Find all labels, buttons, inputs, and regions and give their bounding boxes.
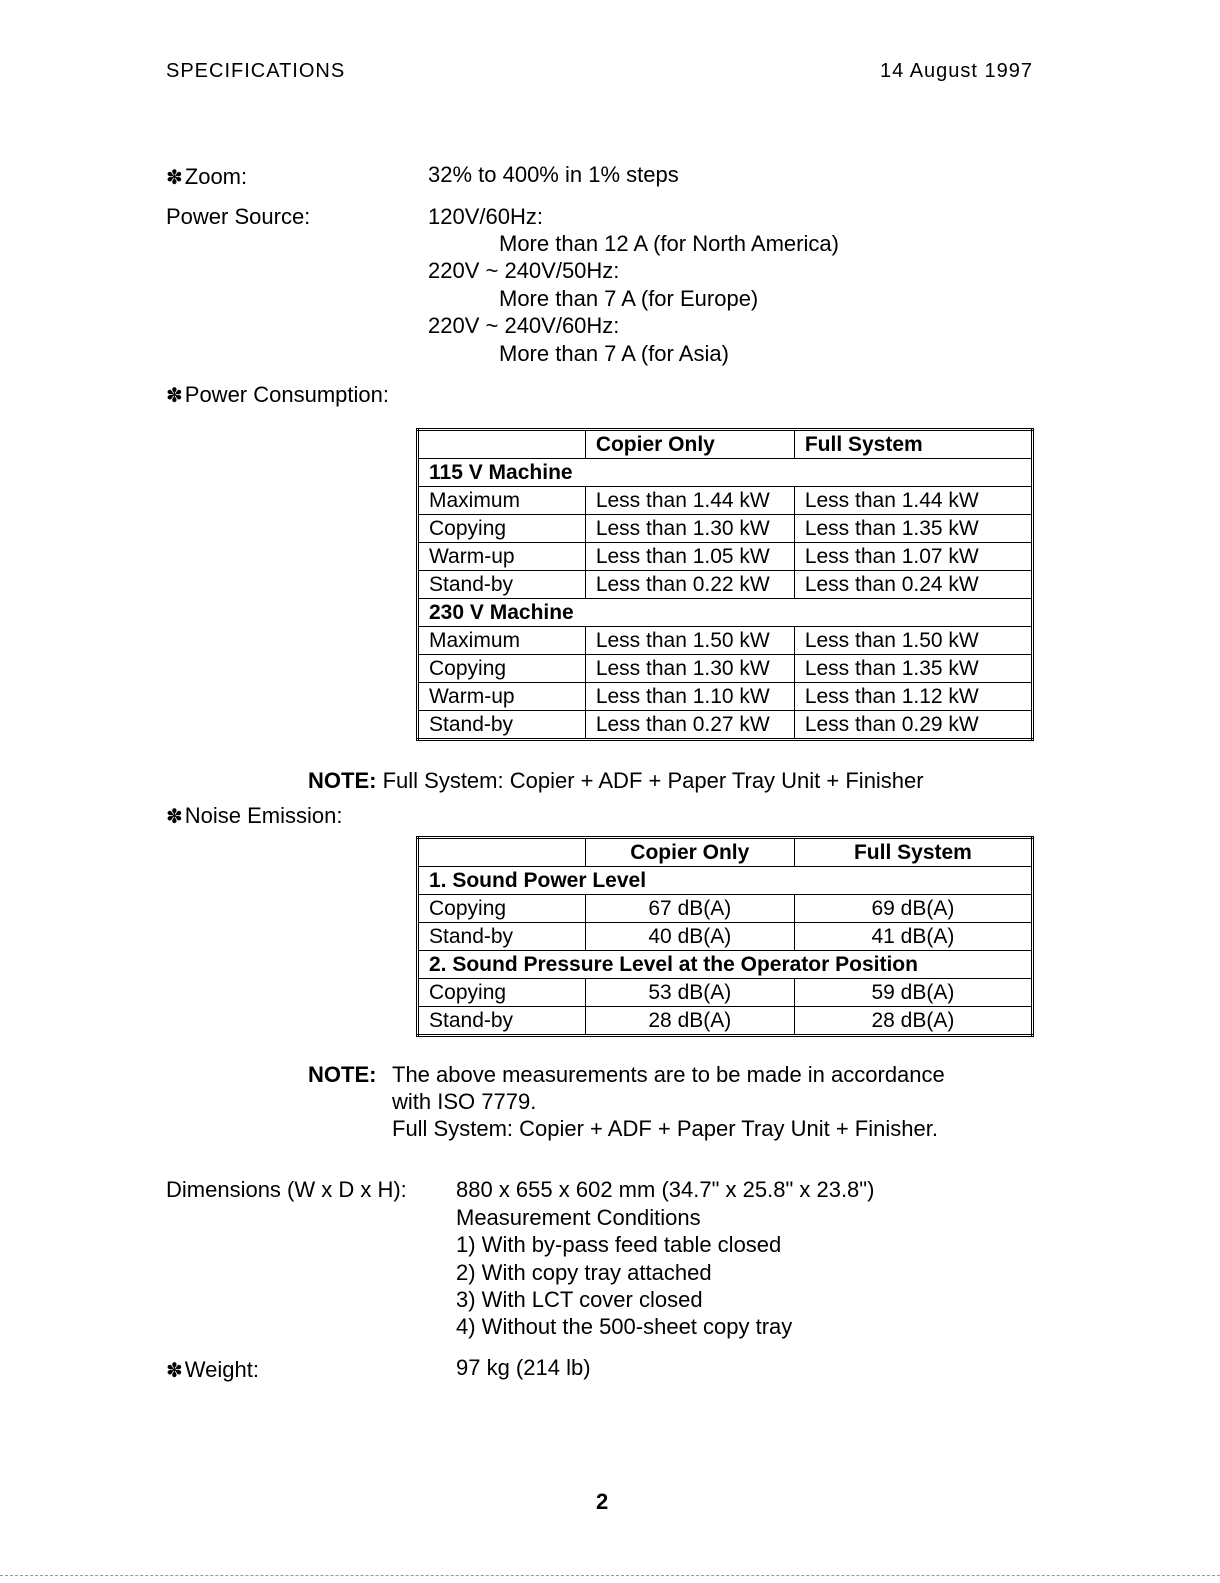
- noise-emission-label: Noise Emission:: [184, 803, 343, 828]
- power-source-line: 120V/60Hz:: [428, 204, 543, 229]
- dimensions-line: 1) With by-pass feed table closed: [456, 1232, 782, 1257]
- table-cell: 69 dB(A): [794, 895, 1032, 923]
- table-cell: Copying: [418, 895, 586, 923]
- table-row: [418, 543, 1033, 571]
- table-cell: Less than 1.30 kW: [585, 515, 794, 543]
- table-cell: Maximum: [418, 627, 586, 655]
- table-cell: Less than 0.22 kW: [585, 571, 794, 599]
- note-label: NOTE:: [308, 768, 377, 793]
- power-consumption-label: Power Consumption:: [184, 382, 389, 407]
- weight-label: Weight:: [184, 1357, 259, 1382]
- table-cell: Copying: [418, 655, 586, 683]
- dimensions-line: 880 x 655 x 602 mm (34.7" x 25.8" x 23.8"): [456, 1177, 875, 1202]
- table-section-title: 230 V Machine: [418, 599, 1033, 627]
- table-cell: Less than 1.35 kW: [794, 515, 1032, 543]
- table-cell: Stand-by: [418, 571, 586, 599]
- table-section-title: 1. Sound Power Level: [418, 867, 1033, 895]
- option-marker-icon: ✽: [166, 385, 183, 407]
- table-header-row: [418, 838, 1033, 867]
- noise-note-line: Full System: Copier + ADF + Paper Tray Unit + Finisher.: [392, 1116, 938, 1141]
- table-section-row: [418, 459, 1033, 487]
- table-header-cell: Full System: [794, 838, 1032, 867]
- table-section-row: [418, 867, 1033, 895]
- page-number: 2: [596, 1489, 609, 1514]
- table-cell: 59 dB(A): [794, 979, 1032, 1007]
- table-cell: Less than 0.27 kW: [585, 711, 794, 740]
- power-source-line: More than 7 A (for Asia): [499, 341, 729, 366]
- dimensions-line: 2) With copy tray attached: [456, 1260, 712, 1285]
- power-consumption-table: [416, 428, 1034, 741]
- dimensions-label: Dimensions (W x D x H):: [166, 1177, 407, 1202]
- table-cell: Less than 1.44 kW: [585, 487, 794, 515]
- dimensions-line: 3) With LCT cover closed: [456, 1287, 703, 1312]
- table-header-cell: Copier Only: [585, 430, 794, 459]
- table-row: [418, 487, 1033, 515]
- weight-row: [166, 1357, 259, 1383]
- table-cell: Less than 1.10 kW: [585, 683, 794, 711]
- noise-emission-row: [166, 803, 342, 829]
- option-marker-icon: ✽: [166, 167, 183, 189]
- table-cell: 41 dB(A): [794, 923, 1032, 951]
- table-section-row: [418, 951, 1033, 979]
- table-section-row: [418, 599, 1033, 627]
- table-header-cell: Copier Only: [585, 838, 794, 867]
- noise-note-label: NOTE:: [308, 1062, 377, 1087]
- table-cell: Maximum: [418, 487, 586, 515]
- option-marker-icon: ✽: [166, 1360, 183, 1382]
- table-cell: Less than 0.29 kW: [794, 711, 1032, 740]
- table-cell: Warm-up: [418, 683, 586, 711]
- table-section-title: 2. Sound Pressure Level at the Operator Position: [418, 951, 1033, 979]
- table-header-cell: Full System: [794, 430, 1032, 459]
- table-row: [418, 1007, 1033, 1036]
- weight-value: 97 kg (214 lb): [456, 1355, 591, 1380]
- note-text: Full System: Copier + ADF + Paper Tray Unit + Finisher: [382, 768, 924, 793]
- option-marker-icon: ✽: [166, 806, 183, 828]
- table-row: [418, 711, 1033, 740]
- table-cell: Less than 1.44 kW: [794, 487, 1032, 515]
- table-cell: Less than 1.35 kW: [794, 655, 1032, 683]
- table-cell: Stand-by: [418, 923, 586, 951]
- table-cell: Less than 1.50 kW: [794, 627, 1032, 655]
- table-cell: 28 dB(A): [794, 1007, 1032, 1036]
- table-row: [418, 655, 1033, 683]
- table-cell: Less than 1.50 kW: [585, 627, 794, 655]
- table-cell: Stand-by: [418, 1007, 586, 1036]
- table-cell: Copying: [418, 979, 586, 1007]
- power-source-line: 220V ~ 240V/50Hz:: [428, 258, 620, 283]
- table-cell: 67 dB(A): [585, 895, 794, 923]
- power-source-line: 220V ~ 240V/60Hz:: [428, 313, 620, 338]
- zoom-row: [166, 164, 247, 190]
- table-row: [418, 515, 1033, 543]
- table-cell: Less than 1.05 kW: [585, 543, 794, 571]
- table-header-row: [418, 430, 1033, 459]
- noise-emission-table: [416, 836, 1034, 1037]
- table-cell: Less than 1.12 kW: [794, 683, 1032, 711]
- table-header-cell: [418, 430, 586, 459]
- table-header-cell: [418, 838, 586, 867]
- table-cell: 40 dB(A): [585, 923, 794, 951]
- table-cell: Less than 0.24 kW: [794, 571, 1032, 599]
- noise-note-line: The above measurements are to be made in accordance: [392, 1062, 945, 1087]
- table-row: [418, 627, 1033, 655]
- power-consumption-row: [166, 382, 389, 408]
- power-note: [308, 768, 924, 794]
- table-section-title: 115 V Machine: [418, 459, 1033, 487]
- table-cell: Less than 1.07 kW: [794, 543, 1032, 571]
- table-row: [418, 895, 1033, 923]
- table-cell: 28 dB(A): [585, 1007, 794, 1036]
- power-source-label: Power Source:: [166, 204, 311, 229]
- table-row: [418, 571, 1033, 599]
- zoom-value: 32% to 400% in 1% steps: [428, 162, 679, 187]
- noise-note-line: with ISO 7779.: [392, 1089, 537, 1114]
- dimensions-line: Measurement Conditions: [456, 1205, 701, 1230]
- header-date: 14 August 1997: [880, 60, 1034, 82]
- table-cell: Copying: [418, 515, 586, 543]
- power-source-line: More than 12 A (for North America): [499, 231, 839, 256]
- table-row: [418, 683, 1033, 711]
- table-cell: Stand-by: [418, 711, 586, 740]
- dimensions-line: 4) Without the 500-sheet copy tray: [456, 1314, 793, 1339]
- zoom-label: Zoom:: [184, 164, 248, 189]
- power-source-line: More than 7 A (for Europe): [499, 286, 759, 311]
- table-row: [418, 979, 1033, 1007]
- table-row: [418, 923, 1033, 951]
- table-cell: 53 dB(A): [585, 979, 794, 1007]
- table-cell: Less than 1.30 kW: [585, 655, 794, 683]
- header-section-title: SPECIFICATIONS: [166, 60, 346, 82]
- table-cell: Warm-up: [418, 543, 586, 571]
- page-bottom-divider: [0, 1575, 1220, 1576]
